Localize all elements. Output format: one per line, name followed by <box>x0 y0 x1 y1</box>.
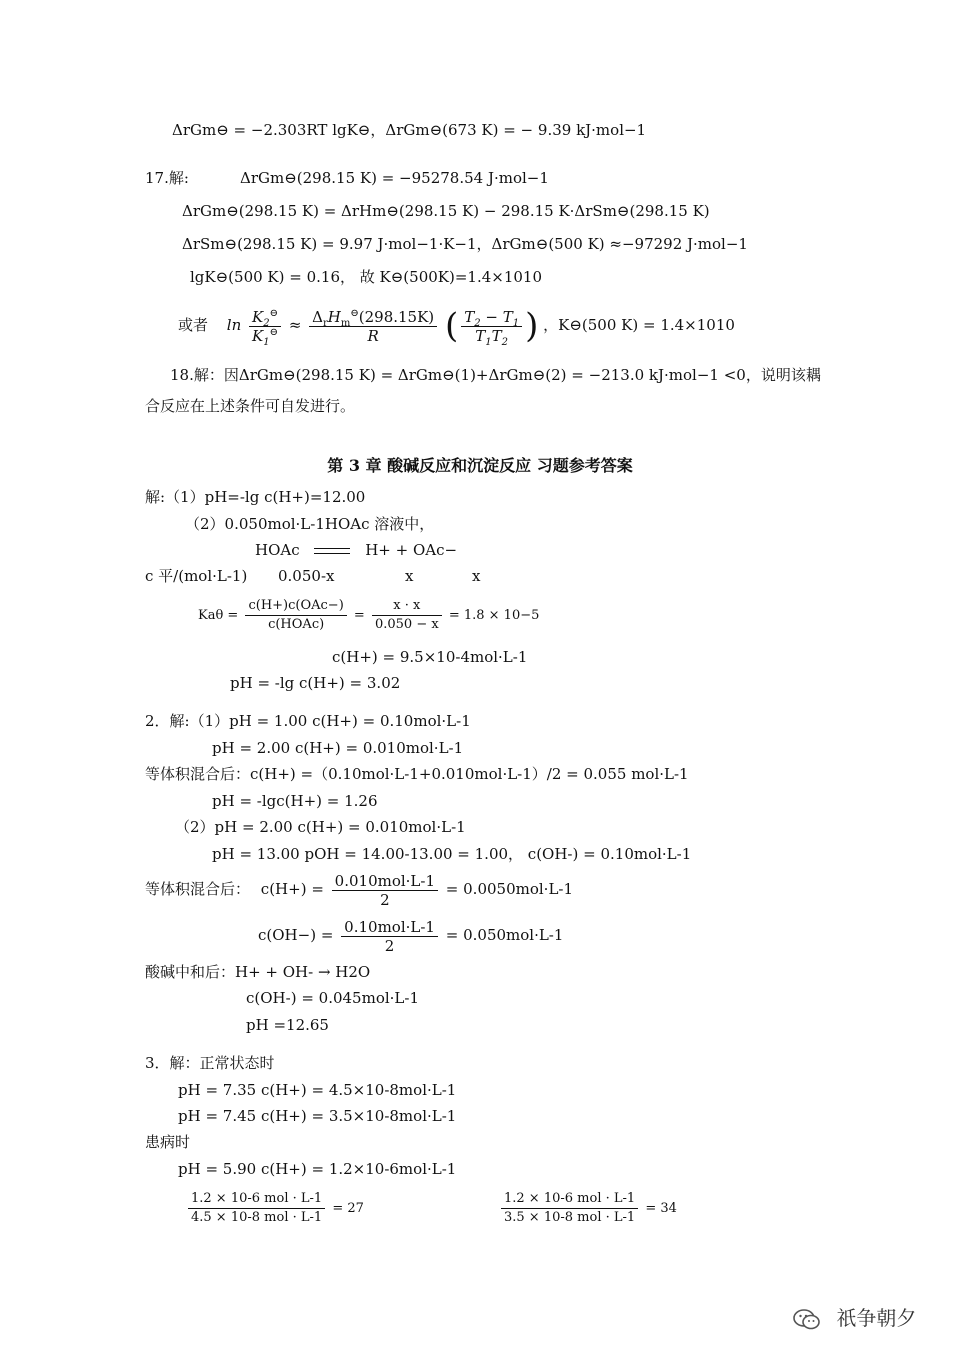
enthalpy-fraction: $\frac{\Delta_rH_m^⊖(298.15K)}{R}$ <box>309 308 437 345</box>
q3-ratio-1: $\frac{\text{1.2 × 10-6 mol · L-1}}{\text{4.5 × 10-8 mol · L-1}}$ = 27 <box>185 1189 364 1229</box>
q1-line2: （2）0.050mol·L-1HOAc 溶液中， <box>185 515 435 533</box>
s17-line1: ΔrGm⊖(298.15 K) = −95278.54 J·mol−1 <box>240 169 549 187</box>
s17-line3: ΔrSm⊖(298.15 K) = 9.97 J·mol−1·K−1，ΔrGm⊖(500 K) ≈−97292 J·mol−1 <box>182 235 748 253</box>
q2-line10: c(OH-) = 0.045mol·L-1 <box>246 989 419 1007</box>
s17-line2: ΔrGm⊖(298.15 K) = ΔrHm⊖(298.15 K) − 298.15 K·ΔrSm⊖(298.15 K) <box>182 202 710 220</box>
q1-ka-fraction: $\frac{\text{c(H+)c(OAc−)}}{\text{c(HOAc)}}$ <box>245 597 346 634</box>
chapter-title: 第 3 章 酸碱反应和沉淀反应 习题参考答案 <box>327 456 633 475</box>
q2-line9: 酸碱中和后：H+ + OH- → H2O <box>145 963 371 981</box>
q1-line4: pH = -lg c(H+) = 3.02 <box>230 674 401 692</box>
equilibrium-arrow-icon <box>314 546 350 556</box>
q1-line3: c(H+) = 9.5×10-4mol·L-1 <box>332 648 528 666</box>
q3-line1: 3．解：正常状态时 <box>145 1054 275 1072</box>
q1-eq-left: HOAc <box>255 541 300 559</box>
q3-ratio-2: $\frac{\text{1.2 × 10-6 mol · L-1}}{\text{3.5 × 10-8 mol · L-1}}$ = 34 <box>498 1189 677 1229</box>
q1-eq-right: H+ + OAc− <box>365 541 458 559</box>
q3-line2: pH = 7.35 c(H+) = 4.5×10-8mol·L-1 <box>178 1081 457 1099</box>
q2-oh-fraction: $\frac{\text{0.10mol·L-1}}{2}$ <box>341 918 438 955</box>
s18-line2: 合反应在上述条件可自发进行。 <box>145 397 356 415</box>
q2-line6: pH = 13.00 pOH = 14.00-13.00 = 1.00， c(OH-) = 0.10mol·L-1 <box>212 845 692 863</box>
watermark <box>792 1302 916 1333</box>
watermark-text: 祇争朝夕 <box>836 1306 917 1330</box>
q1-conc-2: x <box>472 567 481 585</box>
s17-line5-prefix: 或者 <box>178 316 209 334</box>
q1-ka-expression: Kaθ = $\frac{\text{c(H+)c(OAc−)}}{\text{c(HOAc)}}$ = $\frac{x \cdot x}{0.050 - x}$ = 1.8 × 10−5 <box>198 598 540 632</box>
s17-label: 17.解: <box>145 169 189 187</box>
s17-line4: lgK⊖(500 K) = 0.16， 故 K⊖(500K)=1.4×1010 <box>190 268 543 286</box>
q1-ka-label: Kaθ = <box>198 608 239 623</box>
q1-ka-value: = 1.8 × 10−5 <box>448 608 540 623</box>
k-ratio-fraction: $\frac{K_2^⊖}{K_1^⊖}$ <box>249 308 281 345</box>
q1-conc-1: x <box>405 567 414 585</box>
q1-line1: 解:（1）pH=-lg c(H+)=12.00 <box>145 488 366 506</box>
q2-line7: 等体积混合后： c(H+) = $\frac{\text{0.010mol·L-1}}{2}$ = 0.0050mol·L-1 <box>145 871 574 909</box>
q2-line1: 2．解:（1）pH = 1.00 c(H+) = 0.10mol·L-1 <box>145 712 471 730</box>
q2-line11: pH =12.65 <box>246 1016 329 1034</box>
q2-line8: c(OH−) = $\frac{\text{0.10mol·L-1}}{2}$ = 0.050mol·L-1 <box>258 917 564 955</box>
q2-line3: 等体积混合后：c(H+) =（0.10mol·L-1+0.010mol·L-1）/2 = 0.055 mol·L-1 <box>145 765 689 783</box>
s17-line5-suffix: ，K⊖(500 K) = 1.4×1010 <box>543 316 735 334</box>
temperature-fraction: $\frac{T_2 - T_1}{T_1T_2}$ <box>461 308 522 345</box>
s17-line5: 或者 ln $\frac{K_2^⊖}{K_1^⊖}$ ≈ $\frac{\Delta_rH_m^⊖(298.15K)}{R}$ ( $\frac{T_2 - T_1}{T_1T_2}$ ) ，K⊖(500 K) = 1.4×1010 <box>178 306 735 348</box>
q1-ka-fraction-x: $\frac{x \cdot x}{0.050 - x}$ <box>372 597 442 634</box>
q2-line4: pH = -lgc(H+) = 1.26 <box>212 792 378 810</box>
q2-line7-prefix: 等体积混合后： <box>145 880 251 898</box>
wechat-icon <box>792 1307 822 1333</box>
q1-conc-label: c 平/(mol·L-1) <box>145 567 248 585</box>
q2-line5: （2）pH = 2.00 c(H+) = 0.010mol·L-1 <box>175 818 466 836</box>
q3-line5: pH = 5.90 c(H+) = 1.2×10-6mol·L-1 <box>178 1160 457 1178</box>
q2-line2: pH = 2.00 c(H+) = 0.010mol·L-1 <box>212 739 464 757</box>
s18-line1: 18.解：因ΔrGm⊖(298.15 K) = ΔrGm⊖(1)+ΔrGm⊖(2) = −213.0 kJ·mol−1 <0，说明该耦 <box>170 366 821 384</box>
q2-h-fraction: $\frac{\text{0.010mol·L-1}}{2}$ <box>332 872 438 909</box>
q3-line3: pH = 7.45 c(H+) = 3.5×10-8mol·L-1 <box>178 1107 457 1125</box>
q3-line4: 患病时 <box>145 1133 191 1151</box>
q1-conc-0: 0.050-x <box>278 567 335 585</box>
s16-equation: ΔrGm⊖ = −2.303RT lgK⊖，ΔrGm⊖(673 K) = − 9.39 kJ·mol−1 <box>172 121 647 139</box>
q1-equilibrium <box>255 540 457 560</box>
